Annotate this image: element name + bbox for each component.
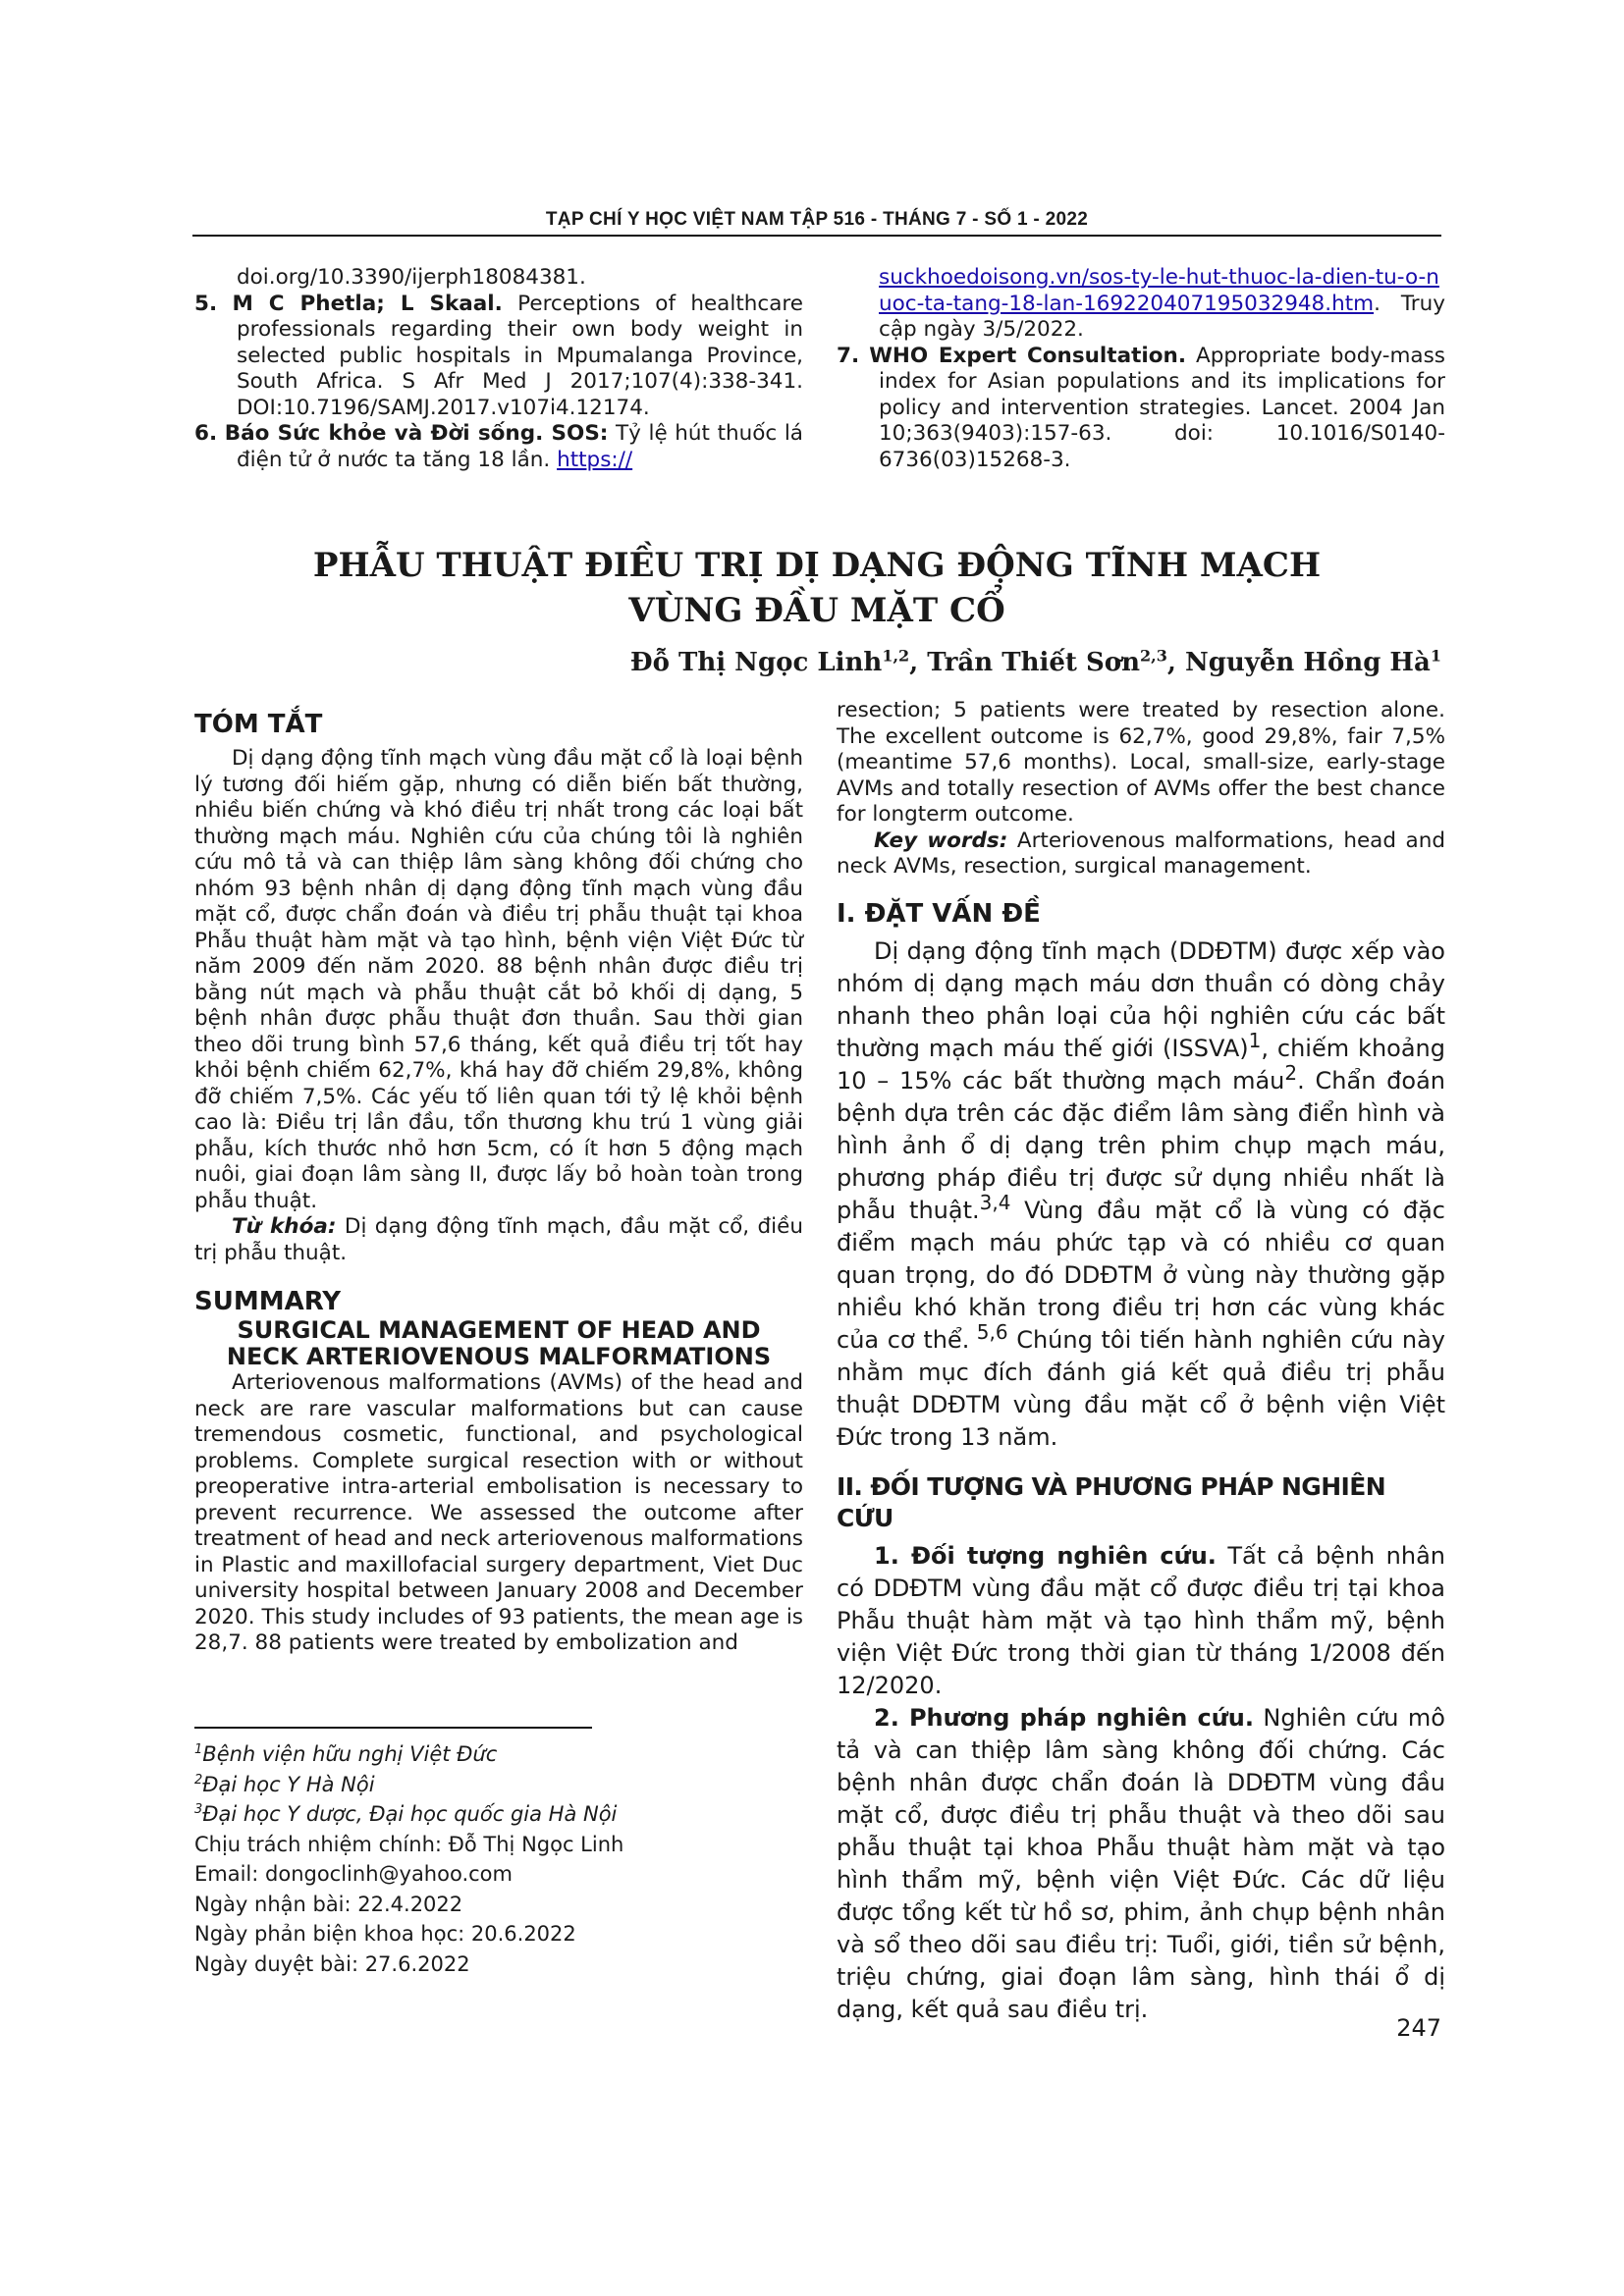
abstract-keywords: Từ khóa: Dị dạng động tĩnh mạch, đầu mặt cổ, điều trị phẫu thuật.: [194, 1214, 803, 1265]
section-1-heading: I. ĐẶT VẤN ĐỀ: [837, 898, 1041, 929]
reference-5-authors: M C Phetla; L Skaal.: [232, 291, 503, 316]
reference-6-link[interactable]: https://: [557, 447, 633, 472]
date-approved: Ngày duyệt bài: 27.6.2022: [194, 1951, 470, 1976]
page-number: 247: [1396, 2014, 1441, 2042]
section-2-heading: II. ĐỐI TƯỢNG VÀ PHƯƠNG PHÁP NGHIÊN CỨU: [837, 1471, 1386, 1532]
affiliation-2: $^2$Đại học Y Hà Nội: [194, 1772, 375, 1796]
section-2-method: 2. Phương pháp nghiên cứu. Nghiên cứu mô tả và can thiệp lâm sàng không đối chứng. Các bệnh nhân được chẩn đoán là DDĐTM vùng đầu mặt cổ, được điều trị phẫu thuật và theo dõi sau phẫu thuật tại khoa Phẫu thuật hàm mặt và tạo hình thẩm mỹ, bệnh viện Việt Đức. Các dữ liệu được tổng kết từ hồ sơ, phim, ảnh chụp bệnh nhân và sổ theo dõi sau điều trị: Tuổi, giới, tiền sử bệnh, triệu chứng, giai đoạn lâm sàng, hình thái ổ dị dạng, kết quả sau điều trị.: [837, 1703, 1445, 2023]
header-rule: [192, 235, 1441, 237]
left-column-body: [194, 709, 803, 1657]
reference-6-link-continued[interactable]: suckhoedoisong.vn/sos-ty-le-hut-thuoc-la-dien-tu-o-nuoc-ta-tang-18-lan-169220407195032948.htm: [879, 265, 1439, 316]
right-column-body: [837, 698, 1445, 2026]
author-1: Đỗ Thị Ngọc Linh: [629, 648, 883, 677]
affiliation-1: $^1$Bệnh viện hữu nghị Việt Đức: [194, 1742, 498, 1766]
article-title: PHẪU THUẬT ĐIỀU TRỊ DỊ DẠNG ĐỘNG TĨNH MẠCH VÙNG ĐẦU MẶT CỔ: [312, 546, 1322, 630]
email: Email: dongoclinh@yahoo.com: [194, 1862, 513, 1886]
author-2: Trần Thiết Sơn: [927, 648, 1140, 677]
summary-text: Arteriovenous malformations (AVMs) of the head and neck are rare vascular malformations but can cause tremendous cosmetic, functional, and psychological problems. Complete surgical resection with or without preoperative intra-arterial embolisation is necessary to prevent recurrence. We assessed the outcome after treatment of head and neck arteriovenous malformations in Plastic and maxillofacial surgery department, Viet Duc university hospital between January 2008 and December 2020. This study includes of 93 patients, the mean age is 28,7. 88 patients were treated by embolization and: [194, 1370, 803, 1655]
reference-6-source: Báo Sức khỏe và Đời sống. SOS:: [224, 421, 609, 446]
footnote-rule: [194, 1727, 592, 1729]
reference-7-authors: WHO Expert Consultation.: [869, 343, 1186, 368]
summary-heading: SUMMARY: [194, 1287, 342, 1316]
reference-5: 5. M C Phetla; L Skaal. Perceptions of healthcare professionals regarding their own body weight in selected public hospitals in Mpumalanga Province, South Africa. S Afr Med J 2017;107(4):338-341. DOI:10.7196/SAMJ.2017.v107i4.12174.: [194, 291, 803, 420]
references-left: [194, 265, 803, 473]
affiliation-3: $^3$Đại học Y dược, Đại học quốc gia Hà Nội: [194, 1802, 618, 1826]
reference-6: 6. Báo Sức khỏe và Đời sống. SOS: Tỷ lệ hút thuốc lá điện tử ở nước ta tăng 18 lần. https://: [194, 421, 803, 472]
journal-header: TẠP CHÍ Y HỌC VIỆT NAM TẬP 516 - THÁNG 7 - SỐ 1 - 2022: [545, 209, 1089, 230]
date-received: Ngày nhận bài: 22.4.2022: [194, 1892, 463, 1916]
summary-subtitle: SURGICAL MANAGEMENT OF HEAD AND NECK ARTERIOVENOUS MALFORMATIONS: [226, 1316, 772, 1370]
corresponding-author: Chịu trách nhiệm chính: Đỗ Thị Ngọc Linh: [194, 1832, 624, 1856]
abstract-heading: TÓM TẮT: [194, 710, 323, 739]
date-reviewed: Ngày phản biện khoa học: 20.6.2022: [194, 1922, 576, 1946]
section-2-subject: 1. Đối tượng nghiên cứu. Tất cả bệnh nhân có DDĐTM vùng đầu mặt cổ được điều trị tại khoa Phẫu thuật hàm mặt và tạo hình thẩm mỹ, bệnh viện Việt Đức trong thời gian từ tháng 1/2008 đến 12/2020.: [837, 1541, 1445, 1699]
footnotes: [194, 1739, 623, 1979]
summary-keywords: Key words: Arteriovenous malformations, head and neck AVMs, resection, surgical management.: [837, 828, 1445, 879]
author-3: Nguyễn Hồng Hà: [1184, 648, 1431, 677]
authors-line: Đỗ Thị Ngọc Linh$^{1,2}$, Trần Thiết Sơn$^{2,3}$, Nguyễn Hồng $Hà^1$: [629, 646, 1441, 677]
abstract-text: Dị dạng động tĩnh mạch vùng đầu mặt cổ là loại bệnh lý tương đối hiếm gặp, nhưng có diễn biến bất thường, nhiều biến chứng và khó điều trị nhất trong các loại bất thường mạch máu. Nghiên cứu của chúng tôi là nghiên cứu mô tả và can thiệp lâm sàng không đối chứng cho nhóm 93 bệnh nhân dị dạng động tĩnh mạch vùng đầu mặt cổ, được chẩn đoán và điều trị phẫu thuật tại khoa Phẫu thuật hàm mặt và tạo hình, bệnh viện Việt Đức từ năm 2009 đến năm 2020. 88 bệnh nhân được điều trị bằng nút mạch và phẫu thuật cắt bỏ khối dị dạng, 5 bệnh nhân được phẫu thuật đơn thuần. Sau thời gian theo dõi trung bình 57,6 tháng, kết quả điều trị tốt hay khỏi bệnh chiếm 62,7%, khá hay đỡ chiếm 29,8%, không đỡ chiếm 7,5%. Các yếu tố liên quan tới tỷ lệ khỏi bệnh cao là: Điều trị lần đầu, tổn thương khu trú 1 vùng giải phẫu, kích thước nhỏ hơn 5cm, có ít hơn 5 động mạch nuôi, giai đoạn lâm sàng II, được lấy bỏ hoàn toàn trong phẫu thuật.: [194, 746, 803, 1213]
reference-7: 7. WHO Expert Consultation. Appropriate body-mass index for Asian populations and its implications for policy and intervention strategies. Lancet. 2004 Jan 10;363(9403):157-63. doi: 10.1016/S0140-6736(03)15268-3.: [837, 343, 1445, 472]
reference-4-continuation: doi.org/10.3390/ijerph18084381.: [237, 265, 586, 290]
references-right: suckhoedoisong.vn/sos-ty-le-hut-thuoc-la-dien-tu-o-nuoc-ta-tang-18-lan-169220407195032948.htm. Truy cập ngày 3/5/2022. 7. WHO Expert Consultation. Appropriate body-mass index for Asian populations and its implications for policy and intervention strategies. Lancet. 2004 Jan 10;363(9403):157-63. doi: 10.1016/S0140-6736(03)15268-3.: [837, 265, 1445, 472]
summary-text-continued: resection; 5 patients were treated by resection alone. The excellent outcome is 62,7%, good 29,8%, fair 7,5% (meantime 57,6 months). Local, small-size, early-stage AVMs and totally resection of AVMs offer the best chance for longterm outcome.: [837, 698, 1445, 827]
section-1-paragraph: Dị dạng động tĩnh mạch (DDĐTM) được xếp vào nhóm dị dạng mạch máu dơn thuần có dòng chảy nhanh theo phân loại của hội nghiên cứu các bất thường mạch máu thế giới (ISSVA)$^1$, chiếm khoảng 10 – 15% các bất thường mạch máu$^2$. Chẩn đoán bệnh dựa trên các đặc điểm lâm sàng điển hình và hình ảnh ổ dị dạng trên phim chụp mạch máu, phương pháp điều trị được sử dụng nhiều nhất là phẫu thuật.$^{3,4}$ Vùng đầu mặt cổ là vùng có đặc điểm mạch máu phức tạp và có nhiều cơ quan quan trọng, do đó DDĐTM ở vùng này thường gặp nhiều khó khăn trong điều trị hơn các vùng khác của cơ thể. $^{5,6}$ Chúng tôi tiến hành nghiên cứu này nhằm mục đích đánh giá kết quả điều trị phẫu thuật DDĐTM vùng đầu mặt cổ ở bệnh viện Việt Đức trong 13 năm.: [837, 936, 1446, 1451]
